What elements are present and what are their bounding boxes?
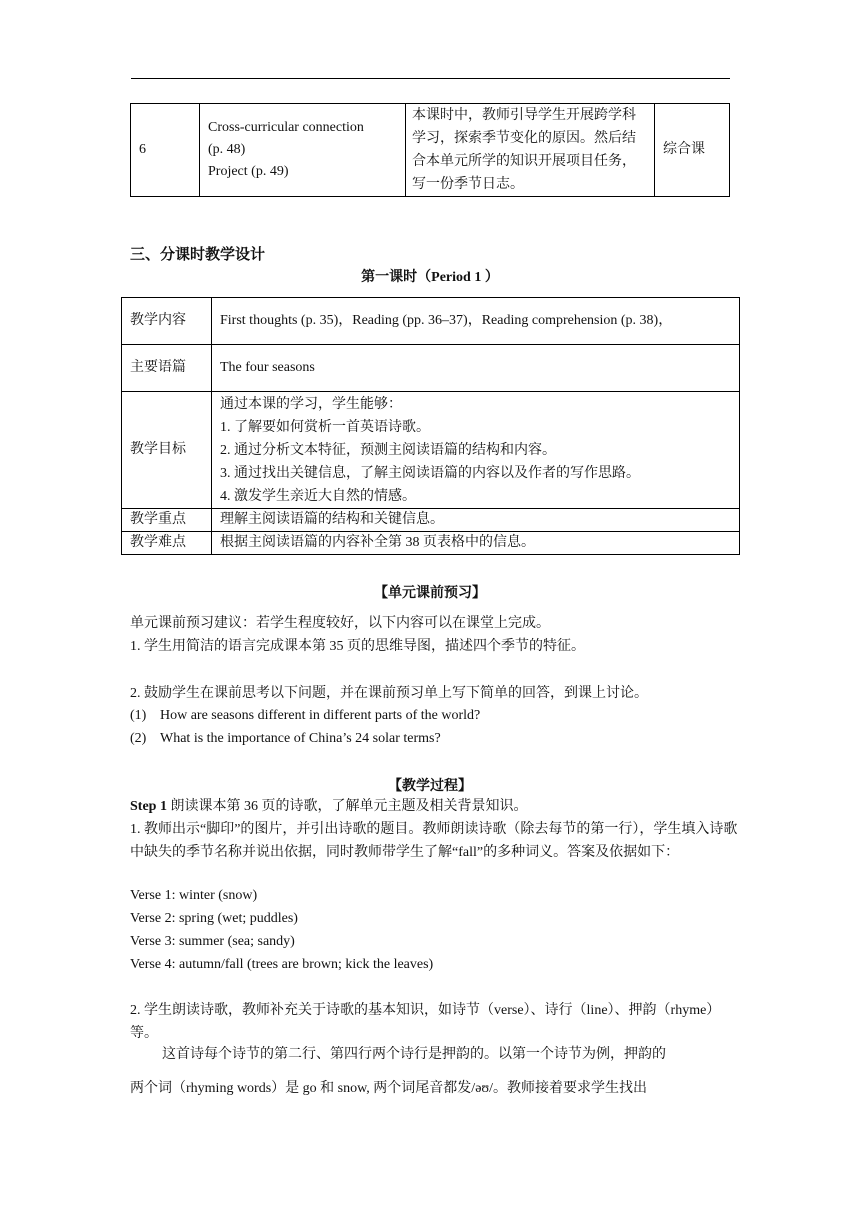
lesson-description: 本课时中，教师引导学生开展跨学科学习，探索季节变化的原因。然后结合本单元所学的知识开展项目任务，写一份季节日志。 xyxy=(406,104,655,197)
verse-answer: Verse 3: summer (sea; sandy) xyxy=(130,934,295,949)
row-value: First thoughts (p. 35)，Reading (pp. 36–37)，Reading comprehension (p. 38)， xyxy=(212,298,740,345)
process-heading: 【教学过程】 xyxy=(388,779,472,794)
question-text: What is the importance of China’s 24 solar terms? xyxy=(160,731,441,746)
preview-item: 1. 学生用简洁的语言完成课本第 35 页的思维导图，描述四个季节的特征。 xyxy=(130,639,585,654)
question-number: (2) xyxy=(130,731,147,746)
row-label: 教学目标 xyxy=(122,392,212,509)
preview-item: 2. 鼓励学生在课前思考以下问题，并在课前预习单上写下简单的回答，到课上讨论。 xyxy=(130,686,648,701)
step-label: Step 1 xyxy=(130,799,167,814)
process-paragraph-line: 这首诗每个诗节的第二行、第四行两个诗行是押韵的。以第一个诗节为例，押韵的 xyxy=(162,1047,666,1062)
content-line: (p. 48) xyxy=(208,142,246,157)
process-paragraph-line: 两个词（rhyming words）是 go 和 snow, 两个词尾音都发/əʊ/。教师接着要求学生找出 xyxy=(130,1081,647,1096)
goal-item: 2. 通过分析文本特征，预测主阅读语篇的结构和内容。 xyxy=(220,442,556,458)
preview-suggestion: 单元课前预习建议：若学生程度较好，以下内容可以在课堂上完成。 xyxy=(130,616,550,631)
verse-answer: Verse 1: winter (snow) xyxy=(130,888,258,903)
row-value xyxy=(212,392,740,509)
goals-intro: 通过本课的学习，学生能够： xyxy=(220,396,402,412)
question-text: How are seasons different in different parts of the world? xyxy=(160,708,481,723)
goal-item: 3. 通过找出关键信息，了解主阅读语篇的内容以及作者的写作思路。 xyxy=(220,465,640,481)
lesson-content xyxy=(200,104,406,197)
row-label: 主要语篇 xyxy=(122,345,212,392)
period-title: 第一课时（Period 1 ） xyxy=(361,270,499,285)
table-row xyxy=(122,509,740,532)
goal-item: 4. 激发学生亲近大自然的情感。 xyxy=(220,488,416,504)
table-row xyxy=(122,298,740,345)
content-line: Project (p. 49) xyxy=(208,164,289,179)
row-value: 理解主阅读语篇的结构和关键信息。 xyxy=(212,509,740,532)
preview-heading: 【单元课前预习】 xyxy=(374,586,486,601)
schedule-table xyxy=(130,103,730,197)
lesson-number: 6 xyxy=(131,104,200,197)
lesson-plan-table xyxy=(121,297,740,555)
goal-item: 1. 了解要如何赏析一首英语诗歌。 xyxy=(220,419,430,435)
process-paragraph: 1. 教师出示“脚印”的图片，并引出诗歌的题目。教师朗读诗歌（除去每节的第一行），学生填入诗歌中缺失的季节名称并说出依据，同时教师带学生了解“fall”的多种词义。答案及依据如下： xyxy=(130,822,738,860)
process-paragraph: 2. 学生朗读诗歌，教师补充关于诗歌的基本知识，如诗节（verse）、诗行（line）、押韵（rhyme）等。 xyxy=(130,1003,721,1041)
row-value: 根据主阅读语篇的内容补全第 38 页表格中的信息。 xyxy=(212,532,740,555)
table-row xyxy=(122,532,740,555)
lesson-type: 综合课 xyxy=(655,104,730,197)
content-line: Cross-curricular connection xyxy=(208,120,364,135)
verse-answer: Verse 4: autumn/fall (trees are brown; kick the leaves) xyxy=(130,957,434,972)
section-heading: 三、分课时教学设计 xyxy=(130,247,266,263)
step-text: 朗读课本第 36 页的诗歌，了解单元主题及相关背景知识。 xyxy=(170,799,528,814)
header-rule xyxy=(131,78,730,79)
row-label: 教学重点 xyxy=(122,509,212,532)
table-row xyxy=(122,345,740,392)
row-label: 教学内容 xyxy=(122,298,212,345)
row-label: 教学难点 xyxy=(122,532,212,555)
table-row xyxy=(122,392,740,509)
question-number: (1) xyxy=(130,708,147,723)
row-value: The four seasons xyxy=(212,345,740,392)
table-row xyxy=(131,104,730,197)
step-line xyxy=(130,797,527,817)
verse-answer: Verse 2: spring (wet; puddles) xyxy=(130,911,298,926)
